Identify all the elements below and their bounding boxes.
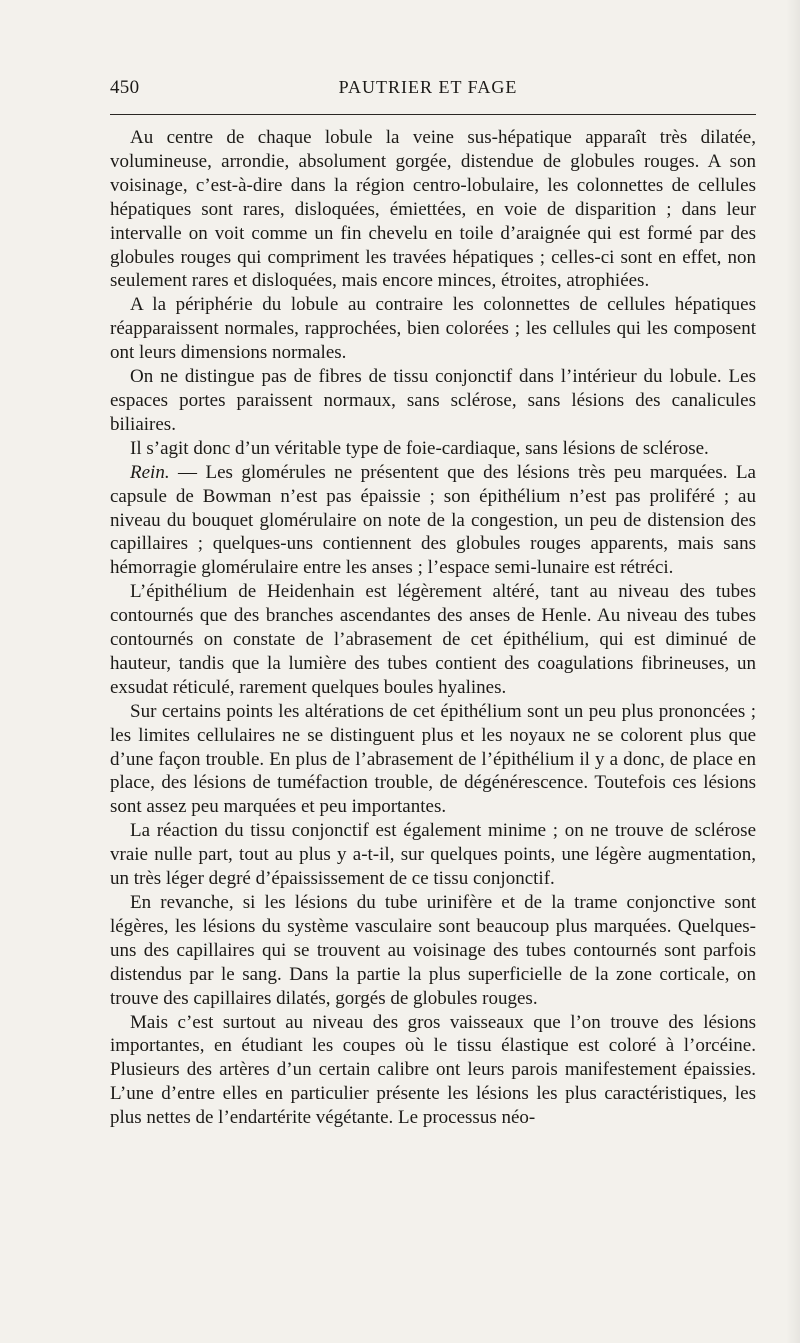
paragraph-text: — Les glomérules ne présentent que des lésions très peu marquées. La capsule de Bowman n’est pas épaissie ; son épithélium n’est pas proliféré ; au niveau du bouquet glomérulaire on note de la congestion, un peu de distension des capillaires ; quelques-uns contiennent des globules rouges apparents, mais sans hémorragie glomérulaire entre les anses ; l’espace semi-lunaire est rétréci.	[110, 461, 756, 579]
running-head: PAUTRIER ET FAGE	[338, 77, 518, 97]
section-lead-rein: Rein.	[130, 461, 170, 483]
paragraph-heidenhain-epithelium: L’épithélium de Heidenhain est légèrement altéré, tant au niveau des tubes contournés que des branches ascendantes des anses de Henle. Au niveau des tubes contournés on constate de l’abrasement de cet épithélium, qui est diminué de hauteur, tandis que la lumière des tubes contient des coagulations fibrineuses, un exsudat réticulé, rarement quelques boules hyalines.	[110, 581, 756, 698]
paragraph-liver-periphery: A la périphérie du lobule au contraire les colonnettes de cellules hépatiques réapparaissent normales, rapprochées, bien colorées ; les cellules qui les composent ont leurs dimensions normales.	[110, 294, 756, 364]
paragraph-large-vessels: Mais c’est surtout au niveau des gros vaisseaux que l’on trouve des lésions importantes, en étudiant les coupes où le tissu élastique est coloré à l’orcéine. Plusieurs des artères d’un certain calibre ont leurs parois manifestement épaissies. L’une d’entre elles en particulier présente les lésions les plus caractéristiques, les plus nettes de l’endartérite végétante. Le processus néo-	[110, 1011, 756, 1129]
paragraph-kidney-glomeruli	[110, 461, 756, 581]
body-text	[110, 126, 756, 1130]
paragraph-vascular-lesions: En revanche, si les lésions du tube urinifère et de la trame conjonctive sont légères, les lésions du système vasculaire sont beaucoup plus marquées. Quelques-uns des capillaires qui se trouvent au voisinage des tubes contournés sont parfois distendus par le sang. Dans la partie la plus superficielle de la zone corticale, on trouve des capillaires dilatés, gorgés de globules rouges.	[110, 892, 756, 1009]
page-number: 450	[110, 77, 140, 98]
paragraph-liver-center: Au centre de chaque lobule la veine sus-hépatique apparaît très dilatée, volumineuse, arrondie, absolument gorgée, distendue de globules rouges. A son voisinage, c’est-à-dire dans la région centro-lobulaire, les colonnettes de cellules hépatiques sont rares, disloquées, émiettées, en voie de disparition ; dans leur intervalle on voit comme un fin chevelu en toile d’araignée qui est formé par des globules rouges qui compriment les travées hépatiques ; celles-ci sont en effet, non seulement rares et disloquées, mais encore minces, étroites, atrophiées.	[110, 127, 756, 292]
page-edge-shadow	[786, 0, 800, 1343]
paragraph-conjunctive-reaction: La réaction du tissu conjonctif est également minime ; on ne trouve de sclérose vraie nulle part, tout au plus y a-t-il, sur quelques points, une légère augmentation, un très léger degré d’épaississement de ce tissu conjonctif.	[110, 820, 756, 890]
paragraph-cardiac-liver: Il s’agit donc d’un véritable type de foie-cardiaque, sans lésions de sclérose.	[130, 437, 709, 459]
paragraph-epithelium-alterations: Sur certains points les altérations de cet épithélium sont un peu plus prononcées ; les limites cellulaires ne se distinguent plus et les noyaux ne se colorent plus que d’une façon trouble. En plus de l’abrasement de l’épithélium il y a donc, de place en place, des lésions de tuméfaction trouble, de dégénérescence. Toutefois ces lésions sont assez peu marquées et peu importantes.	[110, 700, 756, 818]
header-rule	[110, 114, 756, 115]
paragraph-connective-tissue: On ne distingue pas de fibres de tissu conjonctif dans l’intérieur du lobule. Les espaces portes paraissent normaux, sans sclérose, sans lésions des canalicules biliaires.	[110, 366, 756, 435]
